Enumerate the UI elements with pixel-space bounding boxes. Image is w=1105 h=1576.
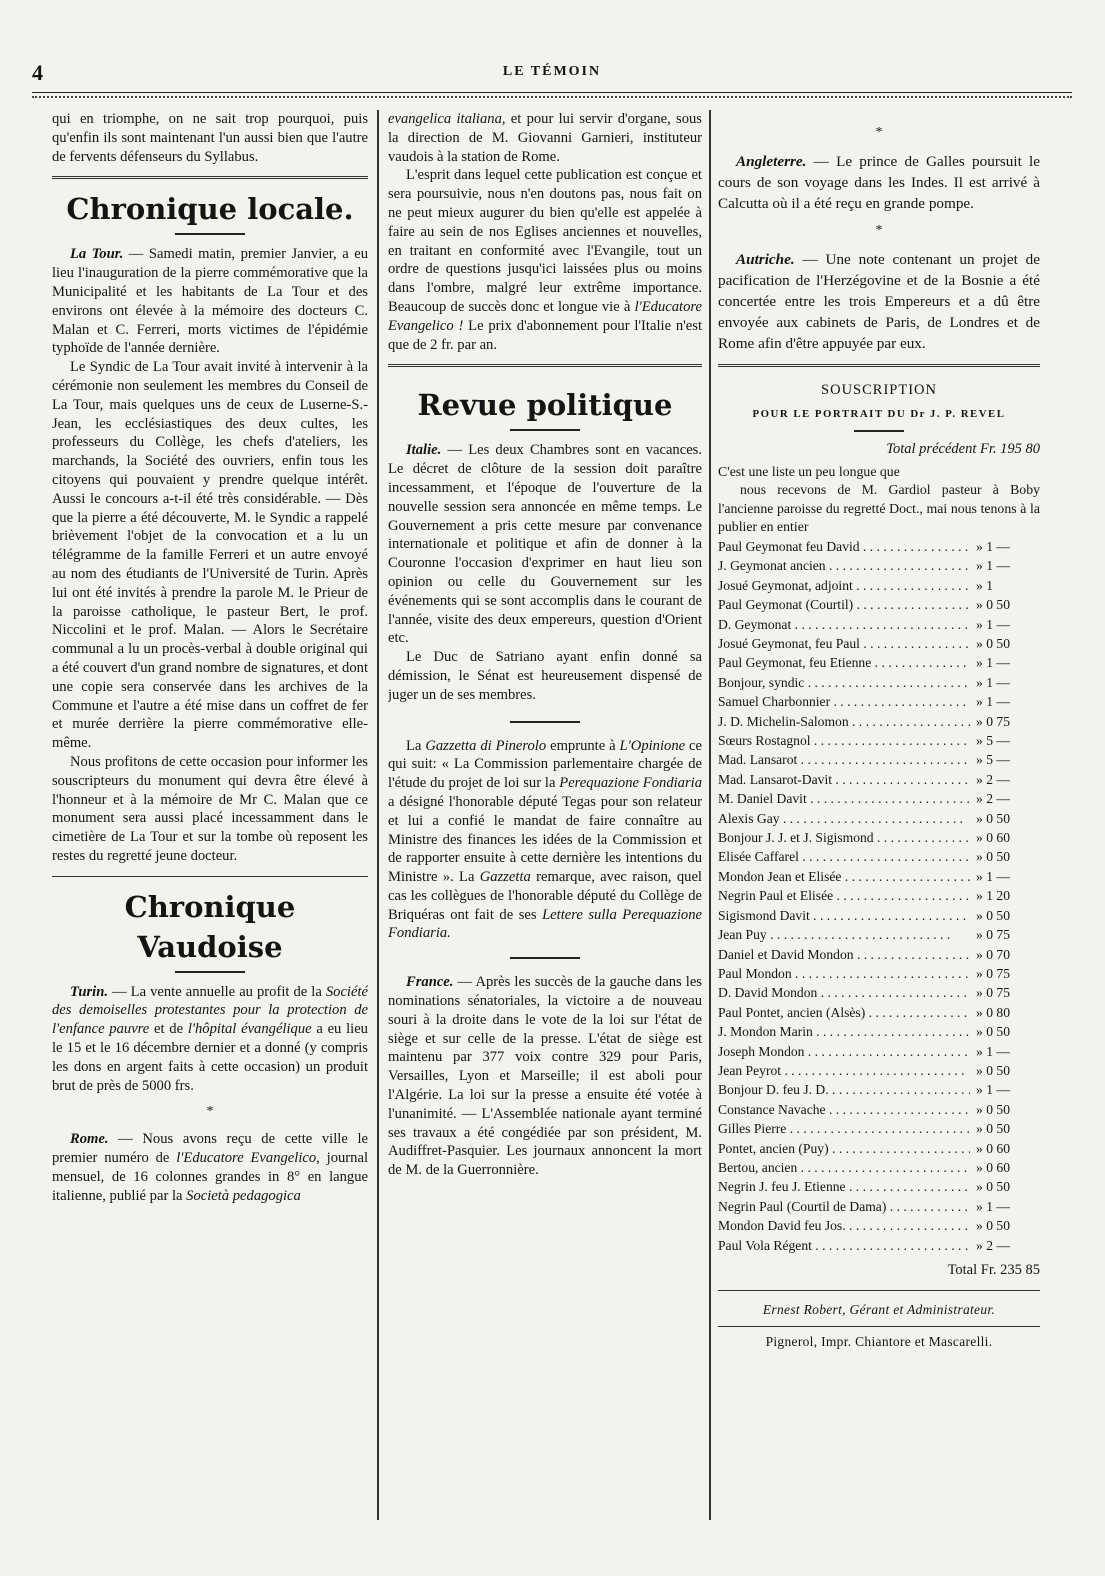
donor-amount: » 0 50: [970, 595, 1040, 614]
column-1: [52, 110, 368, 1520]
donor-row: [718, 770, 1040, 789]
donor-amount: » 1 —: [970, 615, 1040, 634]
donor-name: Paul Vola Régent . . .: [718, 1236, 970, 1255]
donor-row: [718, 1177, 1040, 1196]
donor-row: [718, 1022, 1040, 1041]
section-rule: [52, 176, 368, 179]
donor-amount: » 1: [970, 576, 1040, 595]
donor-name: Bonjour J. J. et J. Sigismond . . .: [718, 828, 970, 847]
donor-amount: » 1 —: [970, 1197, 1040, 1216]
dash-separator: [510, 957, 580, 959]
manager-line: Ernest Robert, Gérant et Administrateur.: [762, 1301, 996, 1317]
star-separator: *: [206, 1104, 214, 1120]
donor-amount: » 2 —: [970, 789, 1040, 808]
donor-amount: » 0 50: [970, 1119, 1040, 1138]
donor-name: Daniel et David Mondon . . .: [718, 945, 970, 964]
page-number: 4: [32, 60, 43, 85]
donor-amount: » 0 60: [970, 1139, 1040, 1158]
donor-amount: » 0 75: [970, 712, 1040, 731]
donor-name: Mondon David feu Jos. . . .: [718, 1216, 970, 1235]
place-lead: Rome.: [70, 1131, 109, 1148]
donor-row: [718, 1100, 1040, 1119]
country-lead: Angleterre.: [736, 152, 807, 170]
header-rule: [32, 92, 1072, 93]
donor-amount: » 1 —: [970, 1080, 1040, 1099]
donor-amount: » 1 —: [970, 653, 1040, 672]
header-dotted-rule: [32, 96, 1072, 98]
donor-row: [718, 983, 1040, 1002]
donor-name: Gilles Pierre . . .: [718, 1119, 970, 1138]
column-3: [718, 110, 1040, 1520]
section-title-revue-politique: Revue politique: [417, 388, 673, 423]
dash-separator: [510, 721, 580, 723]
donor-amount: » 0 50: [970, 906, 1040, 925]
donor-name: Sigismond Davit . . .: [718, 906, 970, 925]
donor-name: Josué Geymonat, feu Paul . . .: [718, 634, 970, 653]
place-lead: Turin.: [70, 983, 108, 1000]
donor-amount: » 0 75: [970, 964, 1040, 983]
donor-amount: » 0 80: [970, 1003, 1040, 1022]
donor-name: J. Mondon Marin . . .: [718, 1022, 970, 1041]
souscription-intro: C'est une liste un peu longue que nous recevons de M. Gardiol pasteur à Boby l'ancienne paroisse du regretté Doct., mai nous tenons à la publier en entier: [718, 463, 1040, 535]
donor-row: [718, 653, 1040, 672]
title-dash: [510, 429, 580, 431]
donor-amount: » 5 —: [970, 731, 1040, 750]
donor-row: [718, 945, 1040, 964]
donor-name: Negrin Paul et Elisée . . .: [718, 886, 970, 905]
section-rule: [52, 876, 368, 877]
donor-name: Pontet, ancien (Puy) . . .: [718, 1139, 970, 1158]
donor-row: [718, 789, 1040, 808]
donor-row: [718, 828, 1040, 847]
donor-name: Joseph Mondon . . .: [718, 1042, 970, 1061]
country-lead: France.: [406, 974, 454, 991]
donor-row: [718, 809, 1040, 828]
paragraph: Turin. — La vente annuelle au profit de la Société des demoiselles protestantes pour la protection de l'enfance pauvre et de l'hôpital évangélique a eu lieu le 15 et le 16 décembre dernier et a donné (y compris les dons en argent faits à cette occasion) un produit brut de près de 5000 frs.: [52, 983, 368, 1094]
donor-amount: » 0 50: [970, 847, 1040, 866]
star-separator: *: [875, 125, 883, 140]
donor-row: [718, 1216, 1040, 1235]
donor-amount: » 2 —: [970, 1236, 1040, 1255]
title-dash: [175, 233, 245, 235]
donor-row: [718, 1003, 1040, 1022]
donor-amount: » 5 —: [970, 750, 1040, 769]
donor-name: D. Geymonat . . .: [718, 615, 970, 634]
donor-name: Mad. Lansarot-Davit . . .: [718, 770, 970, 789]
section-title-chronique-locale: Chronique locale.: [66, 192, 354, 227]
paragraph: Rome. — Nous avons reçu de cette ville le premier numéro de l'Educatore Evangelico, journal mensuel, de 16 colonnes grandes in 8° en langue italienne, publié par la Società pedagogica: [52, 1131, 368, 1204]
donor-amount: » 1 —: [970, 867, 1040, 886]
printer-line: Pignerol, Impr. Chiantore et Mascarelli.: [765, 1333, 993, 1349]
donor-amount: » 1 —: [970, 1042, 1040, 1061]
donor-row: [718, 556, 1040, 575]
donor-name: Paul Geymonat, feu Etienne . . .: [718, 653, 970, 672]
donor-row: [718, 1119, 1040, 1138]
donor-name: Bertou, ancien . . .: [718, 1158, 970, 1177]
donor-row: [718, 1061, 1040, 1080]
country-lead: Autriche.: [736, 250, 795, 268]
paragraph: La Tour. — Samedi matin, premier Janvier, a eu lieu l'inauguration de la pierre commémorative que la Municipalité et les habitants de La Tour et des environs ont élevée à la mémoire des docteurs C. Malan et C. Ferreri, morts victimes de l'épidémie typhoïde de l'année dernière.: [52, 246, 368, 357]
paragraph: L'esprit dans lequel cette publication est conçue et sera poursuivie, nous n'en doutons pas, nous fait on ne peut mieux augurer du bien qu'elle est appelée à faire au sein de nos Eglises anciennes et nouvelles, en traitant en conformité avec l'Evangile, tout un ordre de questions jusqu'ici laissées plus ou moins dans l'ombre, malgré leur extrême importance. Beaucoup de succès donc et longue vie à l'Educatore Evangelico ! Le prix d'abonnement pour l'Italie n'est que de 2 fr. par an.: [388, 167, 702, 353]
donor-name: Negrin J. feu J. Etienne . . .: [718, 1177, 970, 1196]
continued-text: evangelica italiana, et pour lui servir d'organe, sous la direction de M. Giovanni Garnieri, instituteur vaudois à la station de Rome.: [388, 111, 702, 165]
footer-rule: [718, 1290, 1040, 1291]
donor-row: [718, 673, 1040, 692]
donor-amount: » 0 75: [970, 983, 1040, 1002]
donor-name: Paul Mondon . . .: [718, 964, 970, 983]
donor-name: Negrin Paul (Courtil de Dama) . . .: [718, 1197, 970, 1216]
paragraph: Autriche. — Une note contenant un projet de pacification de l'Herzégovine et de la Bosnie a été concertée entre les trois Empereurs et a dû être envoyée aux cabinets de Paris, de Londres et de Rome afin d'être appuyée par eux.: [718, 250, 1040, 352]
donor-row: [718, 1042, 1040, 1061]
title-dash: [854, 430, 904, 432]
donor-name: M. Daniel Davit . . .: [718, 789, 970, 808]
donor-amount: » 0 60: [970, 828, 1040, 847]
section-title-chronique-vaudoise: Chronique Vaudoise: [124, 889, 296, 964]
column-2: [388, 110, 702, 1520]
souscription-title: SOUSCRIPTION: [821, 381, 937, 398]
donor-row: [718, 1236, 1040, 1255]
donor-amount: » 2 —: [970, 770, 1040, 789]
donor-row: [718, 595, 1040, 614]
donor-name: Josué Geymonat, adjoint . . .: [718, 576, 970, 595]
donor-amount: » 0 50: [970, 1061, 1040, 1080]
paragraph: Nous profitons de cette occasion pour informer les souscripteurs du monument qui devra être élevé à l'honneur et à la mémoire de Mr C. Malan que ce monument sera aussi placé incessamment dans le cimetière de La Tour et sur la tombe où reposent les restes du regretté jeune docteur.: [52, 753, 368, 864]
donor-row: [718, 867, 1040, 886]
grand-total: Total Fr. 235 85: [947, 1262, 1040, 1279]
donor-name: Paul Geymonat feu David . . .: [718, 537, 970, 556]
paragraph: Le Syndic de La Tour avait invité à intervenir à la cérémonie non seulement les membres du Conseil de La Tour, mais quelques uns de ceux de Luserne-S.-Jean, les ecclésiastiques des deux cultes, les professeurs du Collège, les chefs d'ateliers, les marchands, la Société des ouvriers, enfin tous les citoyens qui pouvaient y prendre quelque intérêt. Aussi le concours a-t-il été très considérable. — Dès que la pierre a été découverte, M. le Syndic a rappelé brièvement l'objet de la convocation et a lu un télégramme de la famille Ferreri et un autre envoyé au nom des étudiants de l'Université de Turin. Après lui ont été invités à prendre la parole M. le Prieur de la paroisse catholique, le pasteur Bert, le prof. Niccolini et le prof. Malan. — Alors le Secrétaire communal a lu un procès-verbal à double original qui a été couvert d'un grand nombre de signatures, et dont une copie sera conservée dans les archives de la Commune et l'autre a été mise dans un coffret de fer et murée derrière la pierre commémorative elle-même.: [52, 359, 368, 752]
paragraph: Angleterre. — Le prince de Galles poursuit le cours de son voyage dans les Indes. Il est arrivé à Calcutta où il a été reçu en grande pompe.: [718, 152, 1040, 212]
donor-name: Bonjour D. feu J. D. . . .: [718, 1080, 970, 1099]
donor-row: [718, 886, 1040, 905]
donor-row: [718, 615, 1040, 634]
donor-amount: » 1 20: [970, 886, 1040, 905]
donor-row: [718, 1080, 1040, 1099]
donor-row: [718, 731, 1040, 750]
donor-list: [718, 537, 1040, 1255]
footer-rule: [718, 1326, 1040, 1327]
donor-row: [718, 576, 1040, 595]
donor-name: Mad. Lansarot . . .: [718, 750, 970, 769]
paragraph: La Gazzetta di Pinerolo emprunte à L'Opinione ce qui suit: « La Commission parlementaire chargée de l'étude du projet de loi sur la Perequazione Fondiaria a désigné l'honorable député Tegas pour son relateur et lui a confié le mandat de faire connaître au Ministre des finances les idées de la Commission et de rapporter ensuite à cette dernière les intentions du Ministre ». La Gazzetta remarque, avec raison, quel cas les collègues de l'honorable député du Collège de Briquéras ont fait de ses Lettere sulla Perequazione Fondiaria.: [388, 737, 702, 942]
donor-name: Samuel Charbonnier . . .: [718, 692, 970, 711]
donor-amount: » 0 60: [970, 1158, 1040, 1177]
donor-name: Bonjour, syndic . . .: [718, 673, 970, 692]
donor-name: Jean Peyrot . . .: [718, 1061, 970, 1080]
donor-amount: » 1 —: [970, 673, 1040, 692]
donor-row: [718, 1197, 1040, 1216]
paragraph: France. — Après les succès de la gauche dans les nominations sénatoriales, la victoire a de nouveau souri à la droite dans le vote de la loi sur l'état de siège et sur celle de la presse. L'état de siège est maintenu par 377 voix contre 329 pour Paris, Versailles, Lyon et Marseille; il est aboli pour l'Algérie. La loi sur la presse a ensuite été votée à l'unanimité. — L'Assemblée nationale ayant terminé ses travaux a été congédiée par son président, M. Audiffret-Pasquier. Les journaux annoncent la mort de M. de la Guerronnière.: [388, 974, 702, 1179]
donor-name: Elisée Caffarel . . .: [718, 847, 970, 866]
column-divider-1: [377, 110, 379, 1520]
donor-amount: » 0 50: [970, 1022, 1040, 1041]
page-header: [32, 58, 1072, 96]
souscription-subtitle: POUR LE PORTRAIT DU Dr J. P. REVEL: [752, 408, 1006, 421]
donor-name: Alexis Gay . . .: [718, 809, 970, 828]
donor-row: [718, 750, 1040, 769]
donor-amount: » 0 70: [970, 945, 1040, 964]
donor-name: J. D. Michelin-Salomon . . .: [718, 712, 970, 731]
donor-row: [718, 906, 1040, 925]
donor-row: [718, 1139, 1040, 1158]
donor-name: Paul Geymonat (Courtil) . . .: [718, 595, 970, 614]
section-rule: [718, 364, 1040, 367]
place-lead: La Tour.: [70, 246, 124, 263]
donor-name: D. David Mondon . . .: [718, 983, 970, 1002]
donor-row: [718, 537, 1040, 556]
donor-name: Jean Puy . . .: [718, 925, 970, 944]
donor-amount: » 0 50: [970, 634, 1040, 653]
title-dash: [175, 971, 245, 973]
donor-name: Constance Navache . . .: [718, 1100, 970, 1119]
running-title: LE TÉMOIN: [502, 64, 602, 79]
donor-amount: » 0 50: [970, 1100, 1040, 1119]
donor-row: [718, 1158, 1040, 1177]
donor-amount: » 1 —: [970, 556, 1040, 575]
star-separator: *: [875, 222, 883, 238]
previous-total: Total précédent Fr. 195 80: [886, 441, 1040, 458]
donor-row: [718, 847, 1040, 866]
donor-name: J. Geymonat ancien . . .: [718, 556, 970, 575]
donor-row: [718, 712, 1040, 731]
donor-name: Paul Pontet, ancien (Alsès) . . .: [718, 1003, 970, 1022]
country-lead: Italie.: [406, 442, 442, 459]
donor-amount: » 0 50: [970, 1177, 1040, 1196]
continued-text: qui en triomphe, on ne sait trop pourquoi, puis qu'enfin ils sont maintenant l'un aussi bien que l'autre de fervents défenseurs du Syllabus.: [52, 111, 368, 165]
donor-amount: » 0 75: [970, 925, 1040, 944]
column-divider-2: [709, 110, 711, 1520]
donor-row: [718, 692, 1040, 711]
section-rule: [388, 364, 702, 367]
donor-row: [718, 925, 1040, 944]
donor-amount: » 1 —: [970, 537, 1040, 556]
donor-name: Sœurs Rostagnol . . .: [718, 731, 970, 750]
donor-row: [718, 634, 1040, 653]
donor-amount: » 1 —: [970, 692, 1040, 711]
paragraph: Le Duc de Satriano ayant enfin donné sa démission, le Sénat est heureusement dispensé de juger un de ses membres.: [388, 649, 702, 703]
donor-amount: » 0 50: [970, 809, 1040, 828]
donor-name: Mondon Jean et Elisée . . .: [718, 867, 970, 886]
donor-amount: » 0 50: [970, 1216, 1040, 1235]
donor-row: [718, 964, 1040, 983]
paragraph: Italie. — Les deux Chambres sont en vacances. Le décret de clôture de la session doit paraître incessamment, et l'époque de l'ouverture de la nouvelle session sera annoncée en même temps. Le Gouvernement a pris cette mesure par convenance internationale et politique et afin de donner à la Couronne l'occasion d'exprimer en haut lieu son opinion ou celle du Gouvernement sur les événements qui se sont accomplis dans le courant de l'année, visite des deux empereurs, question d'Orient etc.: [388, 442, 702, 647]
